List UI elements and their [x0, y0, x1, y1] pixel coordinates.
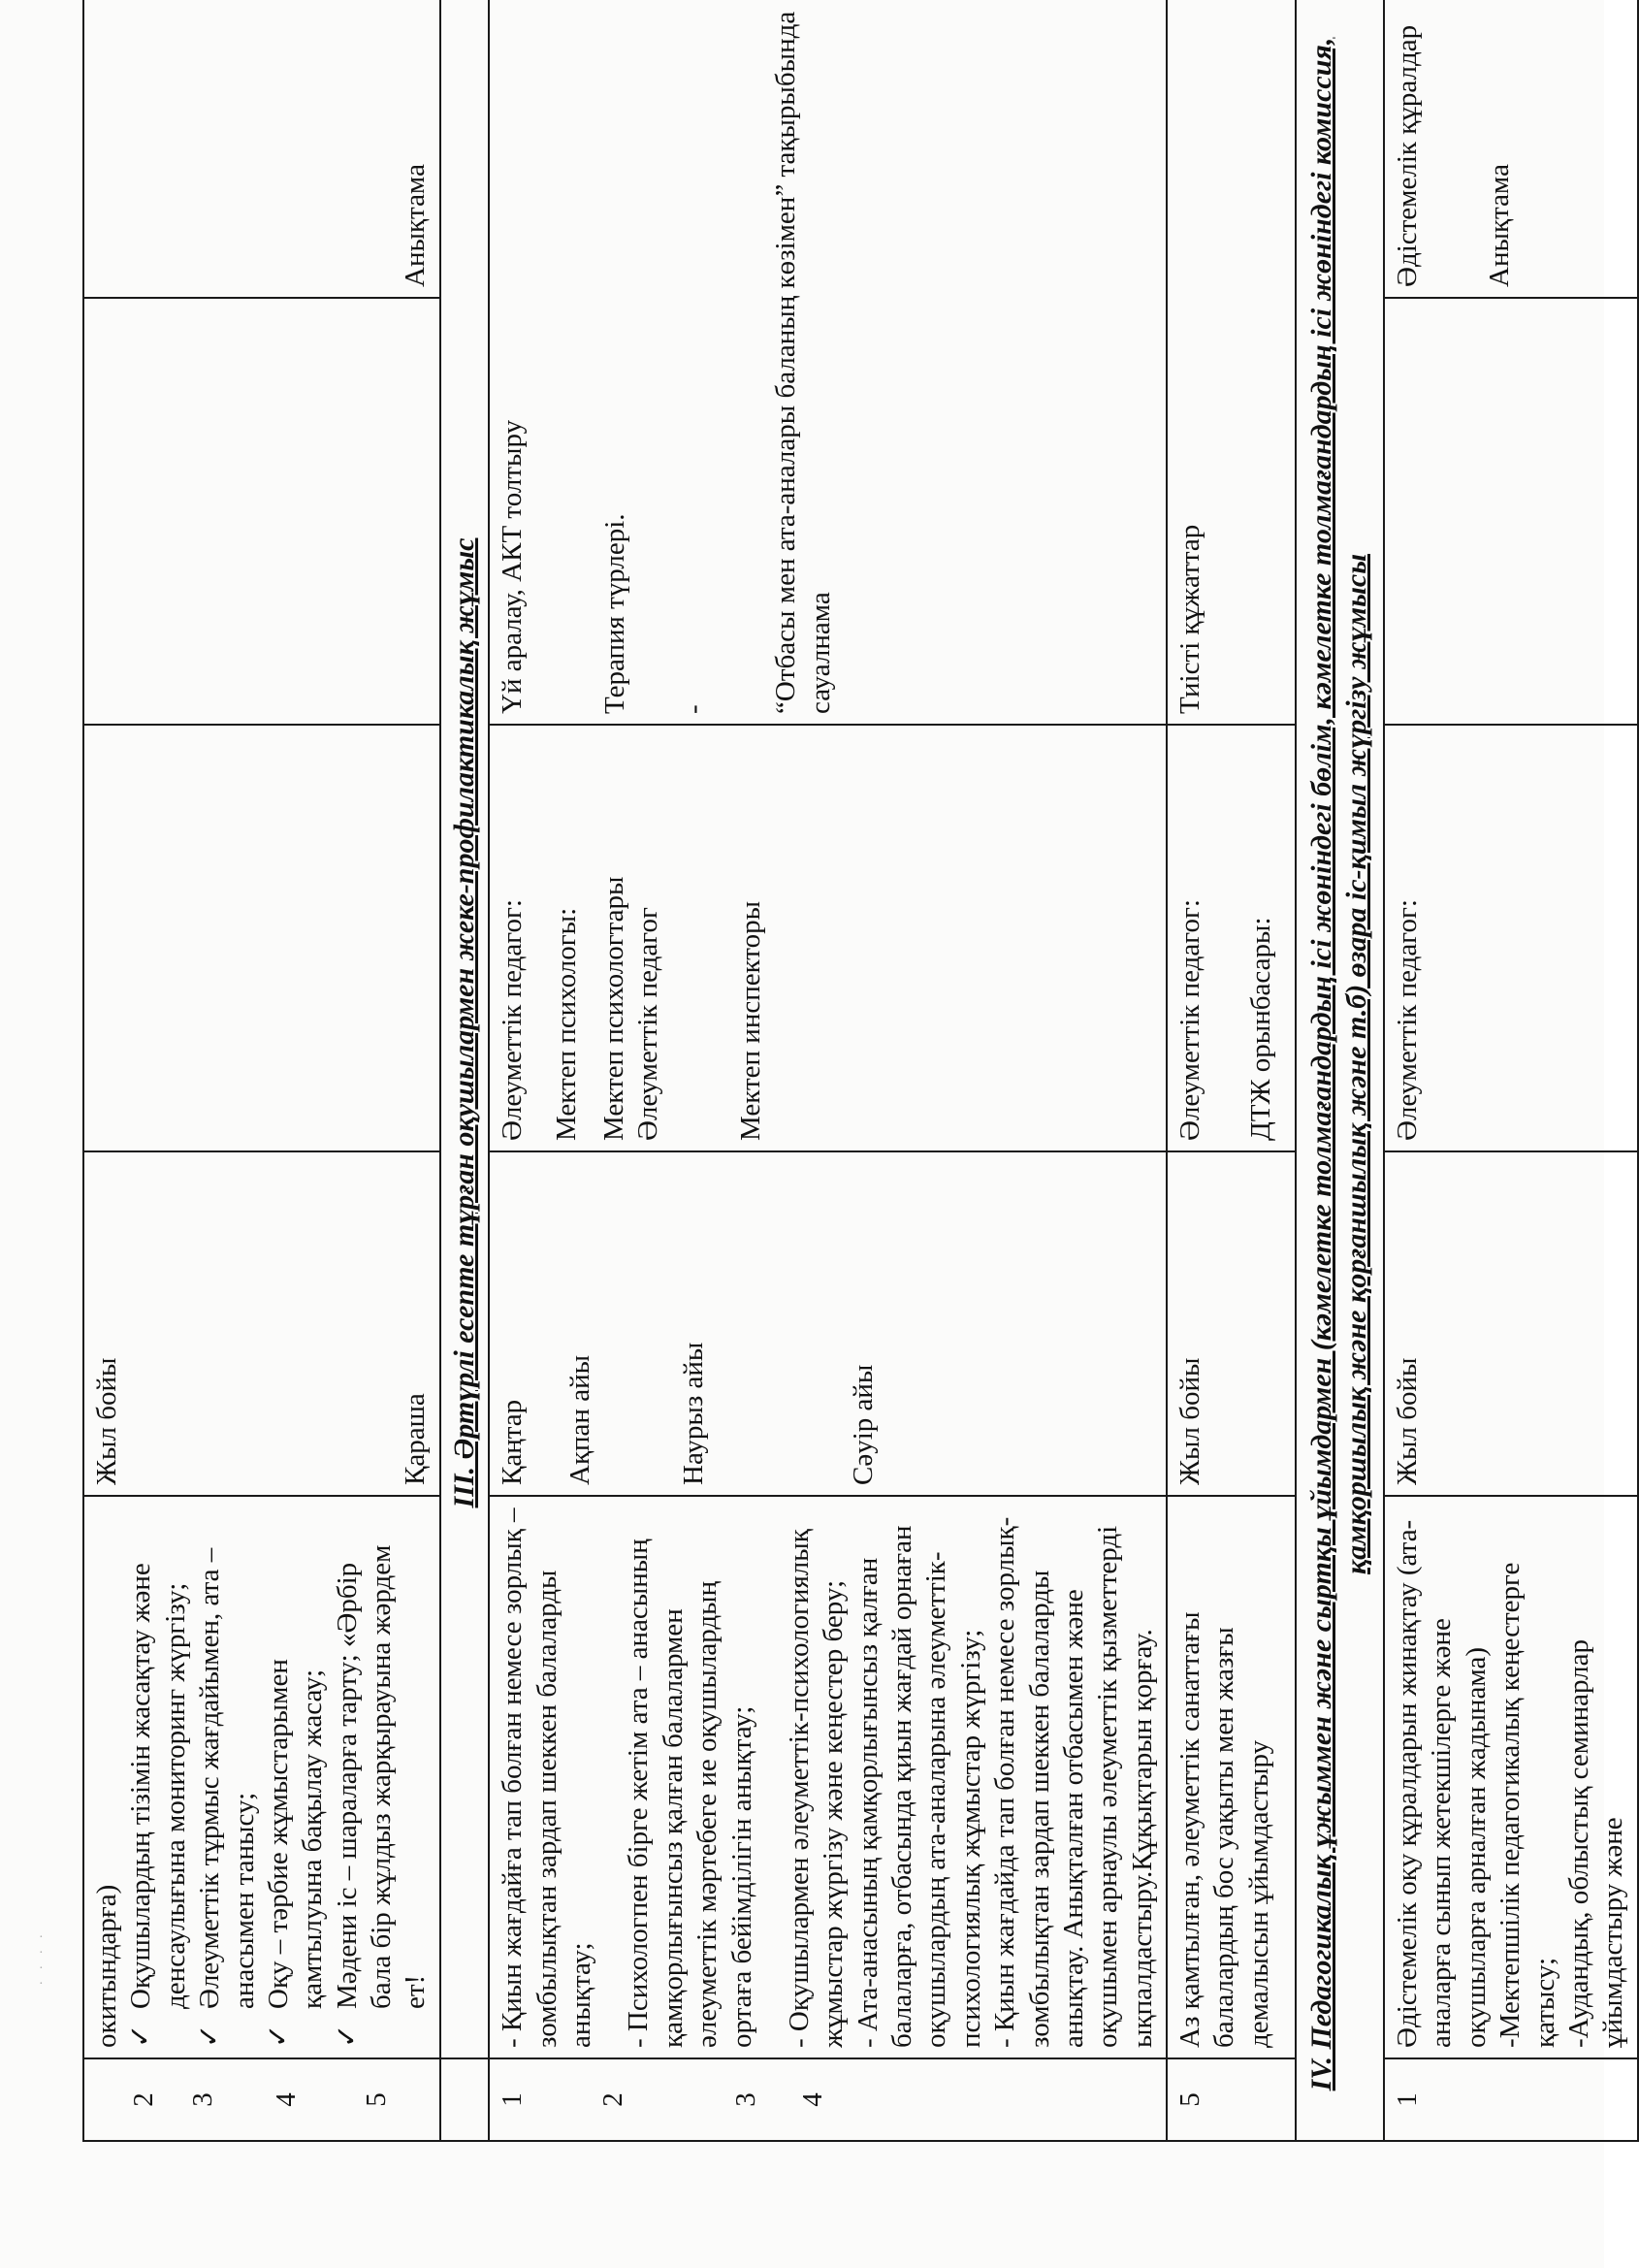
document-text: Анықтама — [1484, 164, 1516, 287]
check-item-text: Оқушылардың тізімін жасақтау және денсаулығына мониторинг жүргізу; — [125, 1563, 191, 2009]
time-text: Ақпан айы — [563, 1354, 595, 1485]
row-number: 1 — [497, 2092, 529, 2107]
table-row — [1384, 0, 1638, 2141]
empty-number-cell — [440, 2058, 490, 2141]
intro-text: окитындарға) — [91, 1884, 122, 2048]
document-cell — [83, 0, 440, 298]
activity-text: - Оқушылармен әлеуметтік-психологиялық жұмыстар жүргізу және кеңестер беру; — [783, 1529, 850, 2048]
document-text: Тиісті құжаттар — [1167, 0, 1296, 725]
row-number: 3 — [187, 2092, 219, 2107]
row-number-column — [83, 2058, 440, 2141]
row-number: 4 — [270, 2092, 302, 2107]
time-text: Жыл бойы — [1167, 1151, 1296, 1496]
row-number: 2 — [596, 2092, 628, 2107]
table-row — [1167, 0, 1296, 2141]
time-text: Жыл бойы — [1384, 1151, 1638, 1496]
responsible-text: Мектеп инспекторы — [734, 900, 766, 1141]
document-text: - — [678, 704, 710, 714]
time-cell — [83, 1151, 440, 1496]
document-cell — [489, 0, 1167, 725]
row-number: 1 — [1384, 2058, 1638, 2141]
scan-artifact-dots: · · · · — [39, 1930, 44, 1992]
document-text: Үй аралау, АКТ толтыру — [497, 419, 529, 714]
table-row — [83, 0, 440, 2141]
responsible-cell — [83, 725, 440, 1151]
section-header-row — [440, 0, 490, 2141]
row-number: 2 — [128, 2092, 159, 2107]
document-text: Анықтама — [400, 164, 432, 287]
responsible-cell — [1167, 725, 1296, 1151]
check-item-text: Оқу – тәрбие жұмыстарымен қамтылуына бақылау жасау; — [262, 1659, 329, 2009]
activity-cell — [83, 1496, 440, 2058]
activity-text: - Қиын жағдайға тап болған немесе зорлық – зомбылықтан зардап шеккен балаларды анықтау; — [497, 1507, 597, 2048]
check-item-text: Әлеуметтік тұрмыс жағдайымен, ата – анасымен танысу; — [194, 1547, 260, 2009]
time-text: Наурыз айы — [678, 1342, 710, 1485]
responsible-extra-cell — [83, 298, 440, 725]
activity-cell — [489, 1496, 1167, 2058]
time-text: Сәуір айы — [848, 1364, 880, 1485]
checkmark-icon: ✓ — [125, 2024, 157, 2048]
responsible-text: Мектеп психологтары Әлеуметтік педагог — [598, 876, 664, 1141]
section-header-row — [1296, 0, 1384, 2141]
section-title: III. Әртүрлі есепте тұрған оқушылармен жеке-профилактикалық жұмыс — [440, 0, 490, 2058]
activity-text: Аз қамтылған, әлеуметтік санаттағы балалардың бос уақыты мен жазғы демалысын ұйымдастыру — [1167, 1496, 1296, 2058]
time-text: Қаңтар — [497, 1399, 529, 1485]
activity-text: - Ата-анасының қамқорлығынсыз қалған балаларға, отбасында қиын жағдай орнаған оқушылардың ата-аналарына әлеуметтік-психологиялық жұмыстар жүргізу; - Қиын жағдайда тап болған немесе зорлық-зомбылықтан зардап шеккен балаларды анықтау. Анықталған отбасымен және оқушымен арнаулы әлеуметтік қызметтерді ықпалдастыру.Құқықтарын қорғау. — [852, 1516, 1158, 2048]
document-text: Терапия түрлері. — [598, 513, 630, 714]
section-title: IV. Педагогикалық ұжыммен және сыртқы ұйымдармен (кәмелетке толмағандардың ісі жөніндегі бөлім, кәмелетке толмағандардың ісі жөніндегі комиссия, қамқоршылық және қорғаншылық және т.б) өзара іс-қимыл жүргізу жұмысы — [1296, 0, 1384, 2141]
responsible-text: Әлеуметтік педагог: — [1174, 899, 1206, 1141]
responsible-text: Әлеуметтік педагог: — [497, 899, 529, 1141]
check-item-text: Мәдени іс – шараларға тарту; «Әрбір бала бір жұлдыз жарқырауына жәрдем ет! — [331, 1544, 432, 2009]
check-item — [262, 1507, 331, 2048]
time-cell — [489, 1151, 1167, 1496]
activity-text: Әдістемелік оқу құралдарын жинақтау (ата- аналарға сынып жетекшілерге және оқушыларға арналған жадынама) -Мектепшілік педагогикалық кеңестерге қатысу; -Аудандық, облыстық семинарлар ұйымдастыру және — [1384, 1496, 1638, 2058]
responsible-cell — [489, 725, 1167, 1151]
time-text: Қараша — [400, 1393, 432, 1485]
document-text: “Отбасы мен ата-аналары баланың көзімен” тақырыбында сауалнама — [770, 11, 836, 714]
checkmark-icon: ✓ — [331, 2024, 363, 2048]
row-number: 4 — [797, 2092, 829, 2107]
row-number: 3 — [730, 2092, 762, 2107]
responsible-text: Мектеп психологы: — [550, 907, 582, 1141]
row-number: 5 — [1167, 2058, 1296, 2141]
row-number: 5 — [361, 2092, 393, 2107]
time-text: Жыл бойы — [91, 1357, 122, 1485]
responsible-extra-cell — [1384, 298, 1638, 725]
checkmark-icon: ✓ — [194, 2024, 226, 2048]
responsible-text: ДТЖ орынбасары: — [1245, 917, 1277, 1141]
row-number-column — [489, 2058, 1167, 2141]
document-cell — [1384, 0, 1638, 298]
checkmark-icon: ✓ — [262, 2024, 294, 2048]
check-item — [331, 1507, 434, 2048]
check-item — [193, 1507, 262, 2048]
responsible-text: Әлеуметтік педагог: — [1384, 725, 1638, 1151]
check-item — [124, 1507, 193, 2048]
document-text: Әдістемелік құралдар — [1392, 24, 1424, 287]
plan-table — [82, 0, 1639, 2142]
activity-text: - Психологпен бірге жетім ата – анасының қамқорлығынсыз қалған балалармен әлеуметтік мәртебеге ие оқушылардың ортаға бейімділігін анықтау; — [623, 1539, 757, 2048]
table-row — [489, 0, 1167, 2141]
